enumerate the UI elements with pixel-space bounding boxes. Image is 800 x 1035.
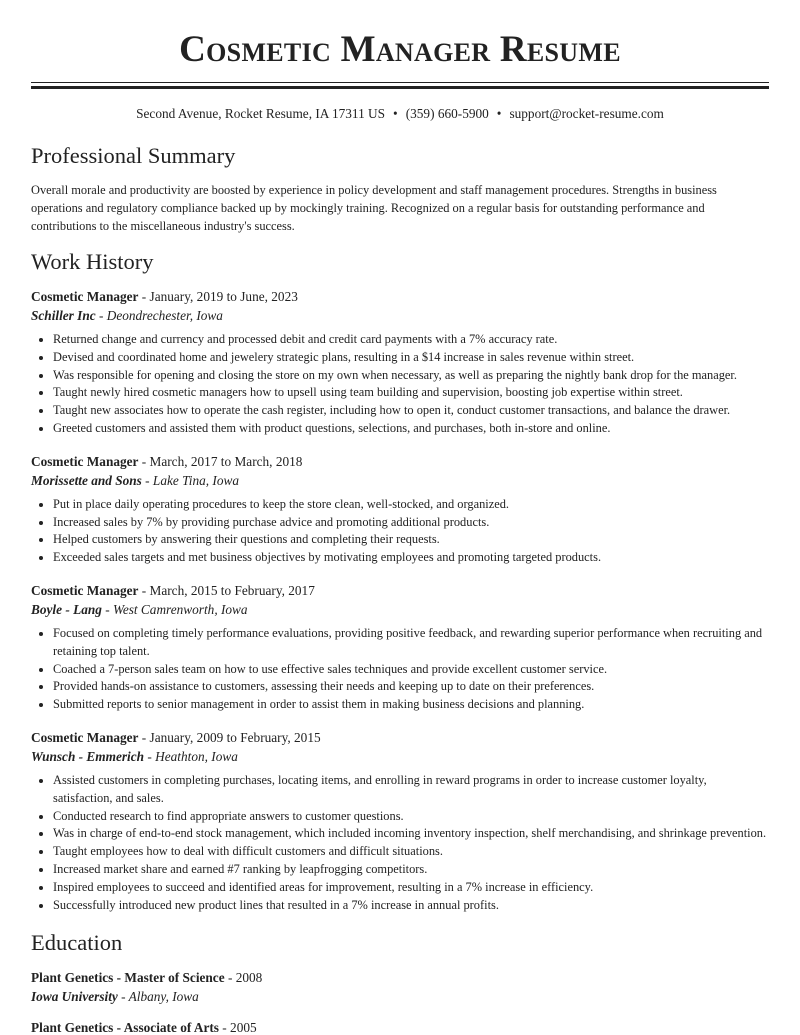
job-dates: - March, 2017 to March, 2018 xyxy=(138,453,303,469)
job-bullet: • Taught employees how to deal with difficult customers and difficult situations. xyxy=(53,843,769,861)
job-title: Cosmetic Manager xyxy=(31,729,139,745)
contact-line xyxy=(0,105,800,123)
degree-name: Plant Genetics - Associate of Arts xyxy=(31,1020,219,1035)
job-bullet: • Greeted customers and assisted them with product questions, selections, and purchases, both in-store and online. xyxy=(53,420,769,438)
education-entry xyxy=(31,968,769,1006)
contact-phone: (359) 660-5900 xyxy=(405,106,489,121)
job-bullet: • Was in charge of end-to-end stock management, which included incoming inventory inspection, shelf merchandising, and shrinkage prevention. xyxy=(53,825,769,843)
school-line xyxy=(31,987,769,1006)
job-bullet: • Increased sales by 7% by providing purchase advice and promoting additional products. xyxy=(53,514,769,532)
company-line xyxy=(31,471,769,490)
summary-text: Overall morale and productivity are boosted by experience in policy development and staff management procedures. Strengths in business operations and regulatory compliance backed up by mockingly training. Recognized on a regular basis for outstanding performance and contributions to the miscellaneous industry's success. xyxy=(31,183,717,233)
job-title-line xyxy=(31,581,769,600)
job-bullet: • Increased market share and earned #7 ranking by leapfrogging competitors. xyxy=(53,861,769,879)
job-entry xyxy=(31,581,769,714)
contact-email: support@rocket-resume.com xyxy=(509,106,664,121)
job-title-line xyxy=(31,728,769,747)
job-bullet: • Coached a 7-person sales team on how to use effective sales techniques and provide excellent customer service. xyxy=(53,661,769,679)
company-name: Wunsch - Emmerich xyxy=(31,748,145,764)
job-title: Cosmetic Manager xyxy=(31,289,139,304)
job-bullet: • Assisted customers in completing purchases, locating items, and enrolling in reward programs in order to increase customer loyalty, satisfaction, and sales. xyxy=(53,772,769,808)
job-bullet: • Inspired employees to succeed and identified areas for improvement, resulting in a 7% increase in efficiency. xyxy=(53,879,769,897)
company-name: Schiller Inc xyxy=(31,308,96,323)
company-line xyxy=(31,747,769,766)
school-location: - Albany, Iowa xyxy=(117,989,199,1005)
section-heading-education: Education xyxy=(31,930,123,956)
company-location: - Heathton, Iowa xyxy=(144,748,238,764)
title-divider-thin xyxy=(31,82,769,83)
job-bullet: • Taught newly hired cosmetic managers how to upsell using team building and supervision, boosting job expertise within street. xyxy=(53,384,769,402)
company-location: - Lake Tina, Iowa xyxy=(141,472,239,488)
degree-line xyxy=(31,968,769,987)
education-section xyxy=(31,928,769,1035)
section-heading-summary: Professional Summary xyxy=(31,143,236,168)
job-bullet: • Devised and coordinated home and jewelery strategic plans, resulting in a $14 increase in sales revenue within street. xyxy=(53,349,769,367)
company-line xyxy=(31,600,769,619)
degree-line xyxy=(31,1018,769,1035)
job-bullet: • Helped customers by answering their questions and completing their requests. xyxy=(53,531,769,549)
job-dates: - January, 2009 to February, 2015 xyxy=(138,729,321,745)
job-bullet: • Exceeded sales targets and met business objectives by motivating employees and promoting targeted products. xyxy=(53,549,769,567)
job-entry xyxy=(31,287,769,438)
contact-separator: • xyxy=(393,106,398,121)
section-heading-work-history: Work History xyxy=(31,249,154,274)
job-bullet: • Provided hands-on assistance to customers, assessing their needs and keeping up to date on their preferences. xyxy=(53,678,769,696)
education-entry xyxy=(31,1018,769,1035)
job-entry xyxy=(31,728,769,914)
job-title: Cosmetic Manager xyxy=(31,582,139,598)
job-bullet-list xyxy=(31,772,769,914)
degree-year: - 2008 xyxy=(224,970,263,986)
work-history-section xyxy=(31,247,769,914)
job-dates: - March, 2015 to February, 2017 xyxy=(138,582,315,598)
job-bullet: • Put in place daily operating procedures to keep the store clean, well-stocked, and organized. xyxy=(53,496,769,514)
job-title: Cosmetic Manager xyxy=(31,453,139,469)
job-bullet: • Conducted research to find appropriate answers to customer questions. xyxy=(53,808,769,826)
degree-year: - 2005 xyxy=(218,1020,257,1035)
job-list xyxy=(31,287,769,914)
job-bullet-list xyxy=(31,331,769,438)
job-dates: - January, 2019 to June, 2023 xyxy=(138,289,298,304)
title-divider-thick xyxy=(31,86,769,89)
job-bullet: • Submitted reports to senior management in order to assist them in making business decisions and planning. xyxy=(53,696,769,714)
job-bullet-list xyxy=(31,625,769,714)
education-list xyxy=(31,968,769,1035)
degree-name: Plant Genetics - Master of Science xyxy=(31,970,225,986)
contact-separator: • xyxy=(496,106,502,121)
job-bullet: • Returned change and currency and processed debit and credit card payments with a 7% accuracy rate. xyxy=(53,331,769,349)
job-bullet: • Successfully introduced new product lines that resulted in a 7% increase in annual profits. xyxy=(53,897,769,915)
job-bullet: • Taught new associates how to operate the cash register, including how to open it, conduct customer transactions, and balance the drawer. xyxy=(53,402,769,420)
job-bullet: • Was responsible for opening and closing the store on my own when necessary, as well as preparing the nightly bank drop for the manager. xyxy=(53,367,769,385)
job-title-line xyxy=(31,287,769,306)
company-name: Boyle - Lang xyxy=(31,601,102,617)
company-name: Morissette and Sons xyxy=(31,472,142,488)
company-line xyxy=(31,306,769,325)
resume-title: Cosmetic Manager Resume xyxy=(179,29,621,70)
job-bullet: • Focused on completing timely performance evaluations, providing positive feedback, and rewarding superior performance when recruiting and retaining top talent. xyxy=(53,625,769,661)
job-bullet-list xyxy=(31,496,769,567)
resume-content xyxy=(31,141,769,1035)
company-location: - West Camrenworth, Iowa xyxy=(101,601,248,617)
job-title-line xyxy=(31,452,769,471)
job-entry xyxy=(31,452,769,567)
contact-address: Second Avenue, Rocket Resume, IA 17311 US xyxy=(136,106,386,121)
company-location: - Deondrechester, Iowa xyxy=(95,308,223,323)
professional-summary-section xyxy=(31,141,769,235)
school-name: Iowa University xyxy=(31,989,118,1005)
